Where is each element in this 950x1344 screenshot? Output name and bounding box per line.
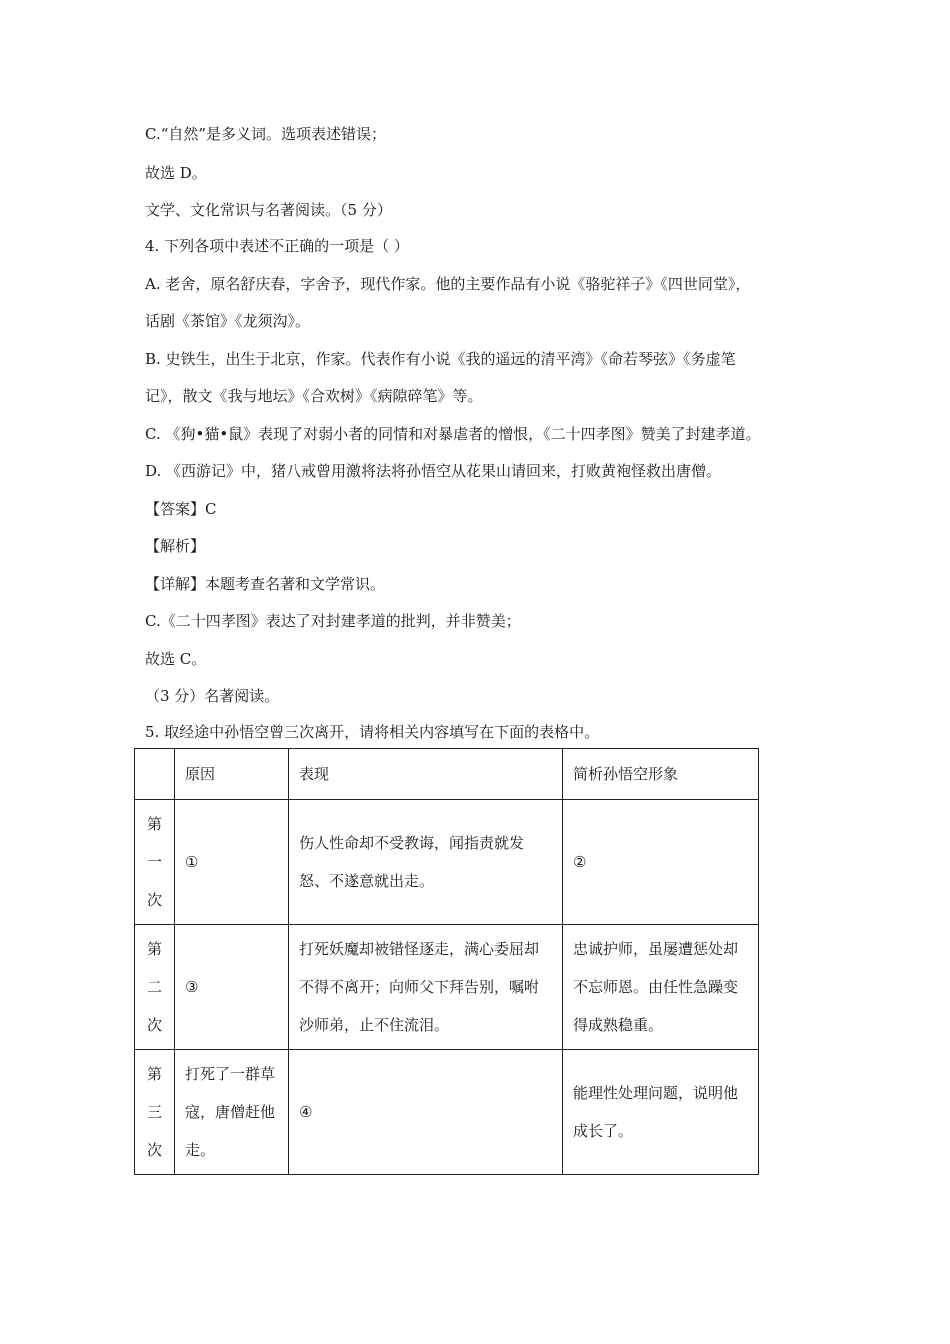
header-cell: 简析孙悟空形象 xyxy=(563,749,759,800)
header-cell: 表现 xyxy=(289,749,563,800)
analysis-heading: 【解析】 xyxy=(145,537,206,555)
row-label: 第 三 次 xyxy=(135,1050,175,1175)
option-c: C. 《狗•猫•鼠》表现了对弱小者的同情和对暴虐者的憎恨，《二十四孝图》赞美了封建孝道。 xyxy=(145,425,761,443)
header-cell xyxy=(135,749,175,800)
behavior-cell: ④ xyxy=(289,1050,563,1175)
row-label: 第 二 次 xyxy=(135,925,175,1050)
detail: 【详解】本题考查名著和文学常识。 xyxy=(145,575,386,593)
table-row xyxy=(135,1050,759,1175)
option-d: D. 《西游记》中，猪八戒曾用激将法将孙悟空从花果山请回来，打败黄袍怪救出唐僧。 xyxy=(145,462,722,480)
question-4-stem: 4. 下列各项中表述不正确的一项是（ ） xyxy=(145,237,409,255)
answer: 【答案】C xyxy=(145,500,217,518)
behavior-cell: 打死妖魔却被错怪逐走，满心委屈却不得不离开；向师父下拜告别，嘱咐沙师弟，止不住流泪。 xyxy=(289,925,563,1050)
table-row xyxy=(135,925,759,1050)
option-a-line2: 话剧《茶馆》《龙须沟》。 xyxy=(145,312,311,330)
choice-c: 故选 C。 xyxy=(145,650,207,668)
row-label: 第 一 次 xyxy=(135,800,175,925)
reason-cell: 打死了一群草寇，唐僧赶他走。 xyxy=(175,1050,289,1175)
option-a-line1: A. 老舍，原名舒庆春，字舍予，现代作家。他的主要作品有小说《骆驼祥子》《四世同堂》， xyxy=(145,275,751,293)
section-heading-2: （3 分）名著阅读。 xyxy=(145,687,280,705)
reason-cell: ③ xyxy=(175,925,289,1050)
behavior-cell: 伤人性命却不受教诲，闻指责就发怒、不遂意就出走。 xyxy=(289,800,563,925)
option-b-line2: 记》，散文《我与地坛》《合欢树》《病隙碎笔》等。 xyxy=(145,387,483,405)
section-heading: 文学、文化常识与名著阅读。（5 分） xyxy=(145,201,392,219)
option-b-line1: B. 史铁生，出生于北京，作家。代表作有小说《我的遥远的清平湾》《命若琴弦》《务虚笔 xyxy=(145,350,736,368)
analysis-cell: 忠诚护师，虽屡遭惩处却不忘师恩。由任性急躁变得成熟稳重。 xyxy=(563,925,759,1050)
analysis-cell: 能理性处理问题，说明他成长了。 xyxy=(563,1050,759,1175)
question-5-stem: 5. 取经途中孙悟空曾三次离开，请将相关内容填写在下面的表格中。 xyxy=(145,723,600,741)
line-1: C.“自然”是多义词。选项表述错误； xyxy=(145,125,387,143)
answer-table xyxy=(134,748,759,1175)
analysis-cell: ② xyxy=(563,800,759,925)
header-cell: 原因 xyxy=(175,749,289,800)
line-2: 故选 D。 xyxy=(145,164,207,182)
detail-c: C.《二十四孝图》表达了对封建孝道的批判，并非赞美； xyxy=(145,612,521,630)
table-header-row xyxy=(135,749,759,800)
reason-cell: ① xyxy=(175,800,289,925)
table-row xyxy=(135,800,759,925)
